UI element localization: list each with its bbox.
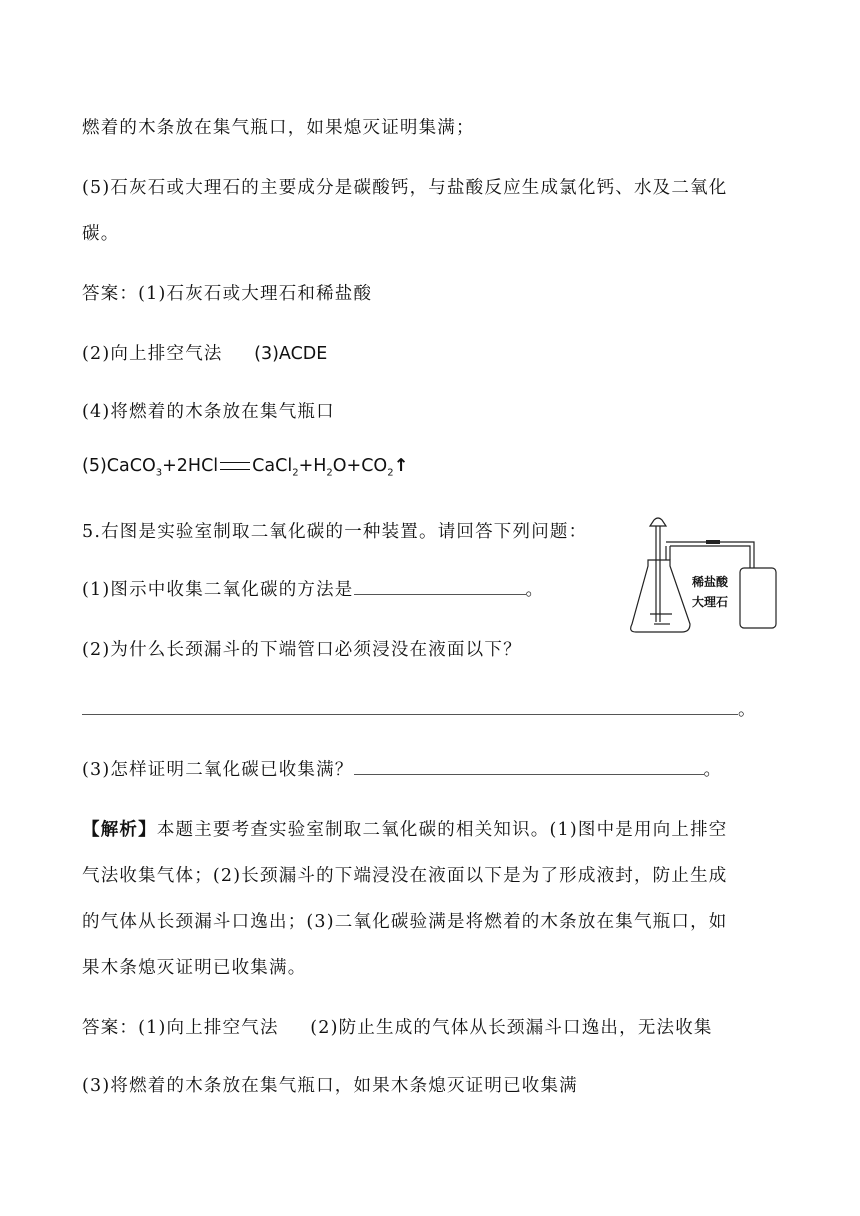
question-item	[82, 756, 722, 781]
answer-part: 答案：(1)向上排空气法	[82, 1018, 279, 1038]
question-title: 5.右图是实验室制取二氧化碳的一种装置。请回答下列问题：	[82, 522, 588, 542]
rubber-connector	[706, 540, 720, 544]
analysis-line: 气法收集气体；(2)长颈漏斗的下端浸没在液面以下是为了形成液封，防止生成	[82, 866, 728, 886]
punct: 。	[525, 580, 545, 600]
answer-part: (3)ACDE	[254, 344, 328, 364]
analysis-text: 本题主要考查实验室制取二氧化碳的相关知识。(1)图中是用向上排空	[156, 820, 728, 840]
punct: 。	[703, 760, 723, 780]
analysis-tag: 【解析】	[82, 820, 157, 840]
question-text: (3)怎样证明二氧化碳已收集满？	[82, 760, 354, 780]
question-item	[82, 576, 544, 601]
answer-line: (4)将燃着的木条放在集气瓶口	[82, 402, 335, 422]
eq-sub: 2	[326, 467, 333, 479]
label-acid: 稀盐酸	[692, 575, 729, 589]
gas-arrow: ↑	[393, 456, 409, 476]
answer-blank[interactable]	[354, 578, 526, 595]
text-line: 碳。	[82, 224, 120, 244]
analysis-line: 果木条熄灭证明已收集满。	[82, 958, 307, 978]
label-marble: 大理石	[692, 595, 729, 609]
chemical-equation	[82, 456, 408, 479]
answer-blank[interactable]	[82, 698, 738, 715]
equals-sign	[220, 462, 250, 470]
answer-part: (2)防止生成的气体从长颈漏斗口逸出，无法收集	[310, 1018, 713, 1038]
question-item	[82, 696, 757, 721]
answer-line	[82, 1014, 713, 1039]
punct: 。	[738, 700, 757, 720]
co2-apparatus-figure	[630, 516, 780, 636]
question-item: (2)为什么长颈漏斗的下端管口必须浸没在液面以下？	[82, 640, 522, 660]
eq-part: CaCl	[252, 456, 293, 476]
answer-part: (2)向上排空气法	[82, 344, 223, 364]
delivery-tube	[666, 542, 754, 568]
eq-part: O+CO	[332, 456, 388, 476]
answer-line: 答案：(1)石灰石或大理石和稀盐酸	[82, 284, 373, 304]
eq-sub: 2	[387, 467, 394, 479]
eq-part: +2HCl	[162, 456, 219, 476]
question-text: (1)图示中收集二氧化碳的方法是	[82, 580, 354, 600]
funnel-top	[650, 518, 666, 526]
answer-line: (3)将燃着的木条放在集气瓶口，如果木条熄灭证明已收集满	[82, 1076, 578, 1096]
eq-part: (5)CaCO	[82, 456, 156, 476]
analysis-line	[82, 816, 728, 841]
eq-sub: 2	[292, 467, 299, 479]
answer-blank[interactable]	[354, 758, 704, 775]
text-line: (5)石灰石或大理石的主要成分是碳酸钙，与盐酸反应生成氯化钙、水及二氧化	[82, 178, 728, 198]
eq-sub: 3	[155, 467, 163, 479]
answer-line	[82, 340, 327, 365]
text-line: 燃着的木条放在集气瓶口，如果熄灭证明集满；	[82, 118, 475, 138]
analysis-line: 的气体从长颈漏斗口逸出；(3)二氧化碳验满是将燃着的木条放在集气瓶口，如	[82, 912, 728, 932]
collection-bottle	[740, 568, 776, 628]
eq-part: +H	[298, 456, 327, 476]
